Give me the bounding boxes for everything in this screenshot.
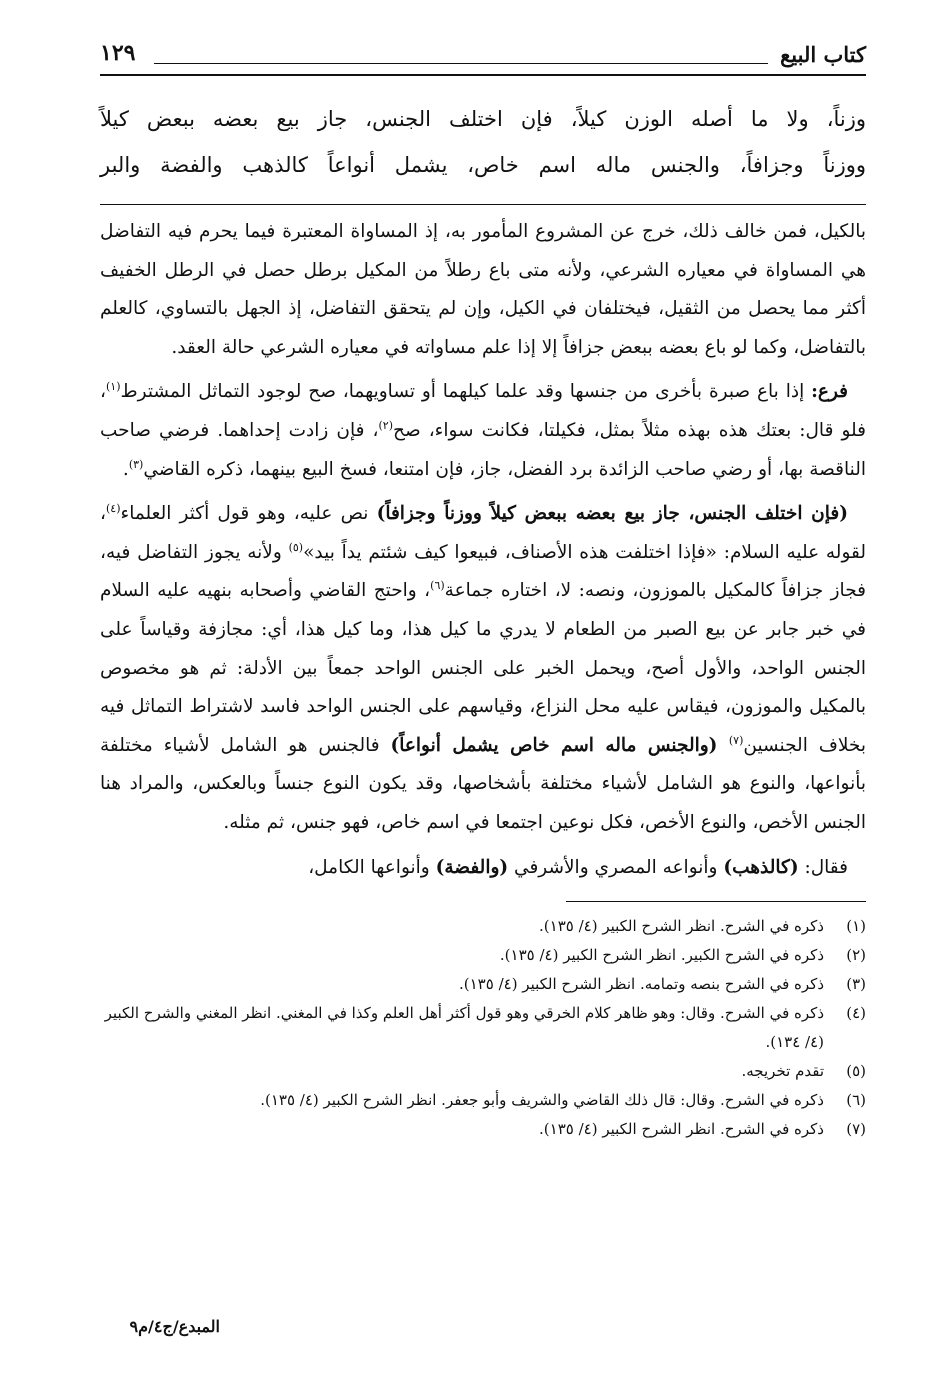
commentary-paragraph [100, 849, 866, 888]
footnote-number: (١) [846, 917, 866, 936]
footnote-number: (٥) [846, 1062, 866, 1081]
text-run: وأنواعها الكامل، [308, 856, 436, 878]
text-run: إذا باع صبرة بأخرى من جنسها وقد علما كيلهما أو تساويهما، صح لوجود التماثل المشترط [120, 381, 812, 403]
text-run: فالجنس هو الشامل لأشياء مختلفة بأنواعها، والنوع هو الشامل لأشياء مختلفة بأشخاصها، وقد يكون النوع جنساً وبالعكس، والمراد هنا الجنس الأخص، والنوع الأخص، فكل نوعين اجتمعا في اسم خاص، فهو جنس، ثم مثله. [100, 734, 866, 833]
page-number: ١٢٩ [100, 40, 136, 66]
commentary-paragraph [100, 373, 866, 489]
footnotes [100, 912, 866, 1144]
header-rule [154, 63, 768, 64]
footnote-text: ذكره في الشرح. وقال: قال ذلك القاضي والشريف وأبو جعفر. انظر الشرح الكبير (٤/ ١٣٥). [260, 1091, 824, 1110]
matn-quote: (والفضة) [435, 856, 509, 878]
matn-divider [100, 204, 866, 205]
page [100, 38, 866, 1144]
footnote-ref[interactable]: (٥) [288, 540, 304, 554]
footnote-rule [566, 901, 866, 902]
footnote-ref[interactable]: (٢) [378, 418, 393, 432]
footnote-number: (٢) [846, 946, 866, 965]
text-run: ولأنه يجوز التفاضل فيه، فجاز جزافاً كالمكيل بالموزون، ونصه: لا، اختاره جماعة [100, 541, 866, 602]
commentary-text [100, 213, 866, 887]
footnote-item [100, 1057, 866, 1086]
footnote-item [100, 970, 866, 999]
footnote-ref[interactable]: (١) [105, 380, 121, 394]
commentary-paragraph: بالكيل، فمن خالف ذلك، خرج عن المشروع المأمور به، إذ المساواة المعتبرة فيما يحرم فيه التفاضل هي المساواة في معياره الشرعي، ولأنه متى باع رطلاً من المكيل برطل حصل في الرطل الخفيف أكثر مما يحصل من الثقيل، فيختلفان في الكيل، وإن لم يتحقق التفاضل، إذ الجهل بالتساوي، كالعلم بالتفاضل، وكما لو باع بعضه ببعض جزافاً إلا إذا علم مساواته في معياره الشرعي حالة العقد. [100, 221, 866, 358]
footnote-ref[interactable]: (٤) [105, 502, 121, 515]
matn-quote: (كالذهب) [723, 856, 799, 878]
text-run: ، فإن زادت إحداهما. فرضي صاحب الناقصة بها، أو رضي صاحب الزائدة برد الفضل، جاز، فإن امتنعا، فسخ البيع بينهما، ذكره القاضي [100, 419, 866, 480]
footnote-text: ذكره في الشرح بنصه وتمامه. انظر الشرح الكبير (٤/ ١٣٥). [459, 975, 824, 994]
footnote-item [100, 941, 866, 970]
matn-quote: (والجنس ماله اسم خاص يشمل أنواعاً) [390, 734, 729, 756]
footnote-ref[interactable]: (٣) [128, 457, 144, 471]
footnote-text: ذكره في الشرح الكبير. انظر الشرح الكبير (٤/ ١٣٥). [499, 946, 824, 965]
text-run: نص عليه، وهو قول أكثر العلماء [120, 503, 377, 525]
footnote-text: ذكره في الشرح. انظر الشرح الكبير (٤/ ١٣٥). [539, 917, 824, 936]
running-header [100, 38, 866, 76]
text-run: ، فلو قال: بعتك هذه بهذه مثلاً بمثل، فكيلتا، فكانت سواء، صح [100, 381, 866, 441]
footnote-number: (٦) [846, 1091, 866, 1110]
footnote-ref[interactable]: (٦) [430, 579, 445, 593]
footnote-item [100, 1115, 866, 1144]
matn-text [100, 96, 866, 188]
text-run: . [122, 458, 129, 480]
footnote-text: تقدم تخريجه. [741, 1062, 824, 1081]
text-run: ، واحتج القاضي وأصحابه بنهيه عليه السلام في خبر جابر عن بيع الصبر من الطعام لا يدري ما كيل هذا، وما كيل هذا، أي: مجازفة وقياساً على الجنس الواحد، والأول أصح، ويحمل الخبر على الجنس الواحد جمعاً بين الأدلة: ثم هو مخصوص بالمكيل والموزون، فيقاس عليه محل النزاع، وقياسهم على الجنس الواحد فاسد لاشتراط التماثل فيه بخلاف الجنسين [100, 580, 866, 756]
matn-quote: (فإن اختلف الجنس، جاز بيع بعضه ببعض كيلاً ووزناً وجزافاً) [376, 503, 849, 525]
footnote-number: (٤) [846, 1004, 866, 1023]
matn-line: وزناً، ولا ما أصله الوزن كيلاً، فإن اختلف الجنس، جاز بيع بعضه ببعض كيلاً [100, 107, 866, 131]
footnote-text: ذكره في الشرح. انظر الشرح الكبير (٤/ ١٣٥). [539, 1120, 824, 1139]
text-run: ، لقوله عليه السلام: «فإذا اختلفت هذه الأصناف، فبيعوا كيف شئتم يداً بيد» [100, 503, 866, 563]
matn-line: ووزناً وجزافاً، والجنس ماله اسم خاص، يشمل أنواعاً كالذهب والفضة والبر [100, 153, 866, 177]
footnote-number: (٧) [846, 1120, 866, 1139]
footnote-text: ذكره في الشرح. وقال: وهو ظاهر كلام الخرقي وهو قول أكثر أهل العلم وكذا في المغني. انظر المغني والشرح الكبير (٤/ ١٣٤). [104, 1004, 824, 1052]
footnote-number: (٣) [846, 975, 866, 994]
chapter-title: كتاب البيع [780, 42, 866, 67]
footnote-item [100, 912, 866, 941]
footnote-ref[interactable]: (٧) [728, 733, 744, 747]
footnote-item [100, 999, 866, 1057]
commentary-paragraph [100, 495, 866, 842]
printer-signature: المبدع/ج٤/م٩ [129, 1317, 220, 1336]
footnote-item [100, 1086, 866, 1115]
branch-label: فرع: [811, 381, 848, 403]
text-run: فقال: [798, 856, 848, 878]
text-run: وأنواعه المصري والأشرفي [508, 856, 724, 878]
